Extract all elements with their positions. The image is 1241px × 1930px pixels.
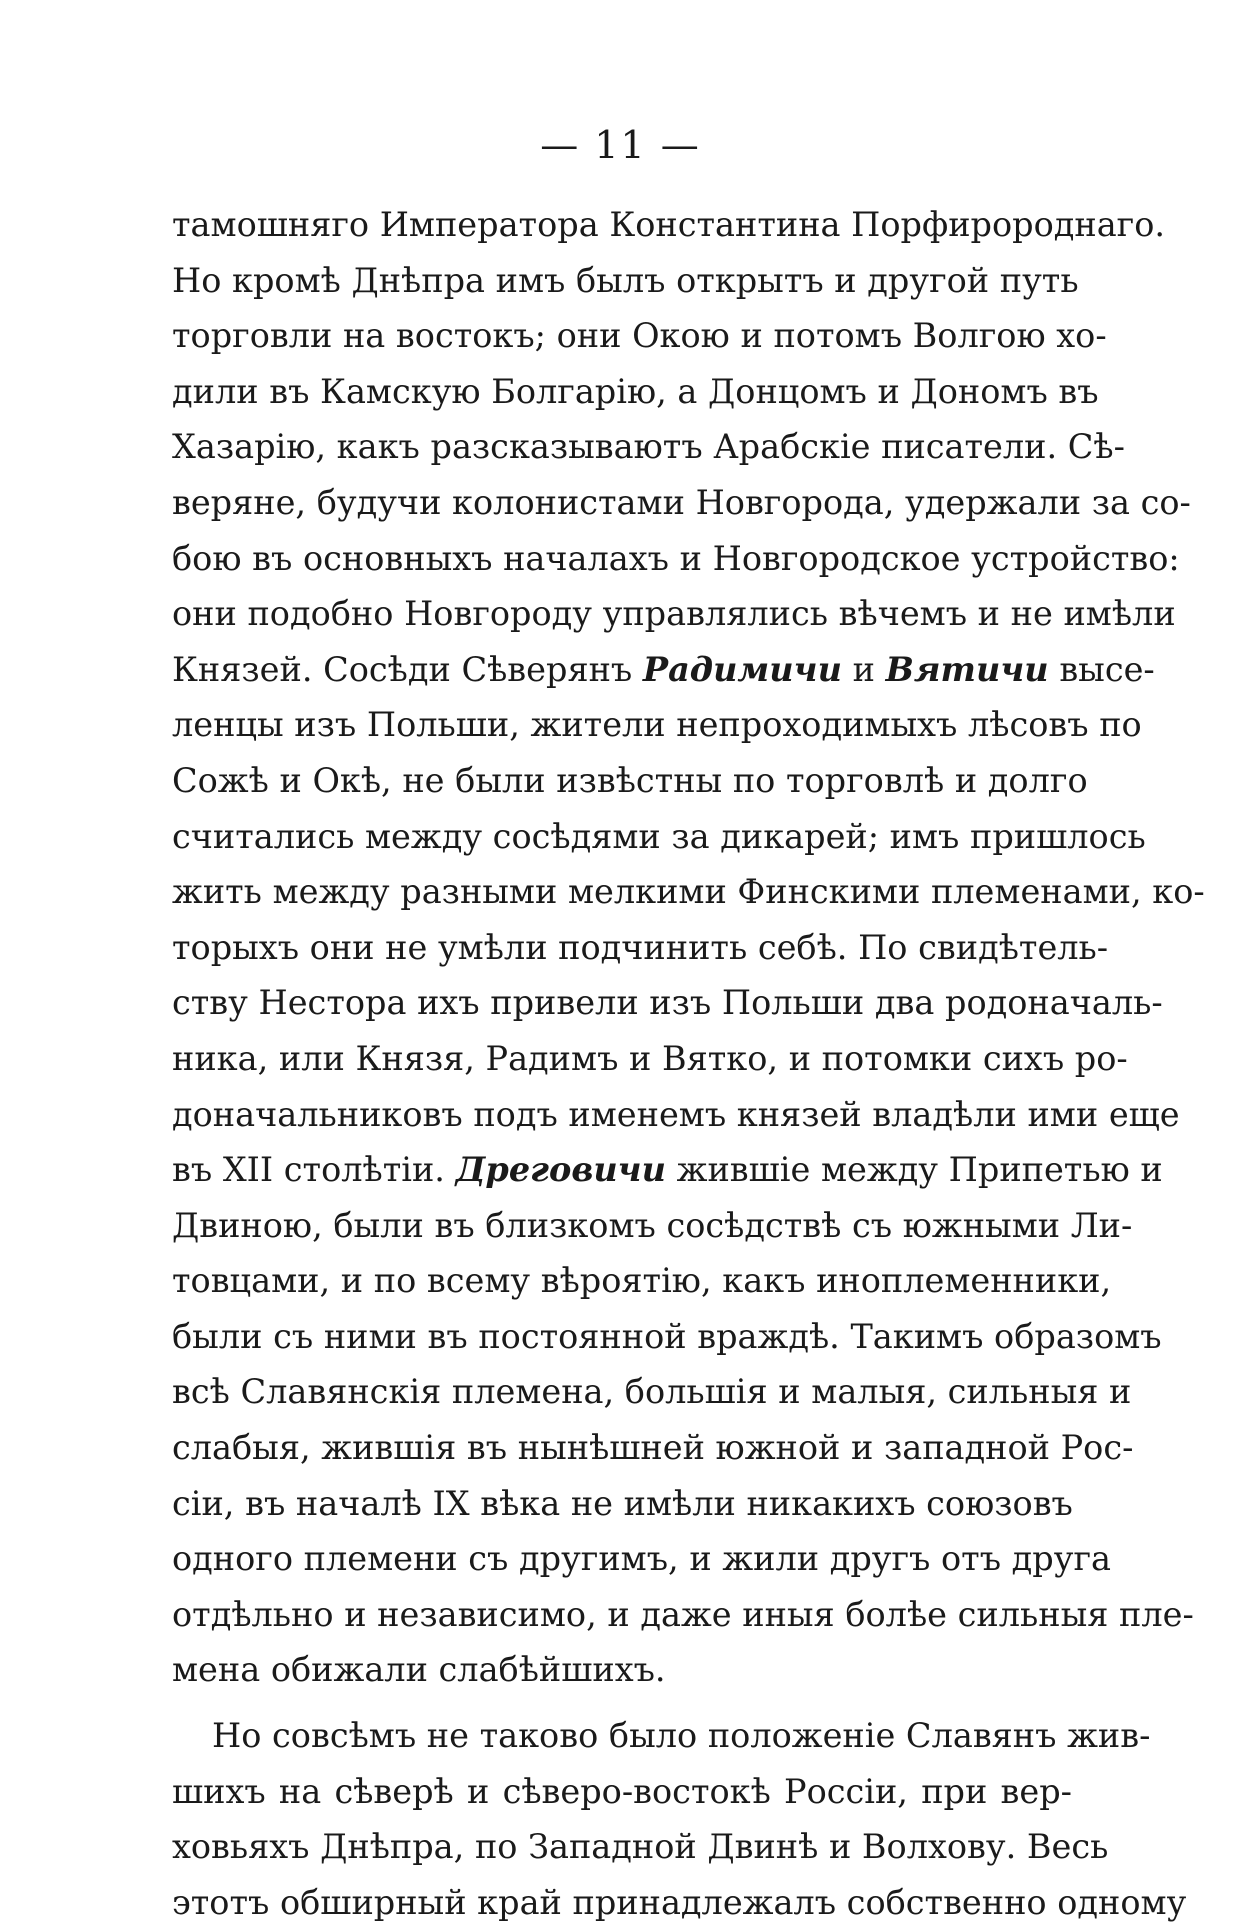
page-number: — 11 — bbox=[540, 123, 701, 167]
text-line: слабыя, жившія въ нынѣшней южной и западной Рос- bbox=[172, 1428, 1134, 1468]
text-line: ника, или Князя, Радимъ и Вятко, и потомки сихъ ро- bbox=[172, 1038, 1128, 1078]
text-line: они подобно Новгороду управлялись вѣчемъ и не имѣли bbox=[172, 594, 1176, 634]
text-fragment: и bbox=[841, 649, 886, 689]
text-line: были съ ними въ постоянной враждѣ. Такимъ образомъ bbox=[172, 1316, 1162, 1356]
tribe-name-radimichi: Радимичи bbox=[642, 649, 842, 689]
tribe-name-vyatichi: Вятичи bbox=[885, 649, 1049, 689]
tribe-name-dregovichi: Дреговичи bbox=[455, 1150, 666, 1190]
text-line: Но совсѣмъ не таково было положеніе Славянъ жив- bbox=[212, 1716, 1151, 1756]
text-line: доначальниковъ подъ именемъ князей владѣли ими еще bbox=[172, 1094, 1180, 1134]
text-line: ленцы изъ Польши, жители непроходимыхъ лѣсовъ по bbox=[172, 705, 1142, 745]
text-line: тамошняго Императора Константина Порфиророднаго. bbox=[172, 205, 1166, 244]
text-line: торыхъ они не умѣли подчинить себѣ. По свидѣтель- bbox=[172, 927, 1109, 967]
text-line: жить между разными мелкими Финскими племенами, ко- bbox=[172, 872, 1205, 912]
text-line: сіи, въ началѣ IX вѣка не имѣли никакихъ союзовъ bbox=[172, 1483, 1073, 1523]
text-line: отдѣльно и независимо, и даже иныя болѣе сильныя пле- bbox=[172, 1594, 1194, 1634]
text-line: ству Нестора ихъ привели изъ Польши два родоначаль- bbox=[172, 983, 1163, 1023]
text-line: Двиною, были въ близкомъ сосѣдствѣ съ южными Ли- bbox=[172, 1205, 1133, 1245]
text-line: ховьяхъ Днѣпра, по Западной Двинѣ и Волхову. Весь bbox=[172, 1827, 1109, 1867]
text-fragment: жившіе между Припетью и bbox=[665, 1150, 1163, 1190]
text-line: всѣ Славянскія племена, большія и малыя, сильныя и bbox=[172, 1372, 1132, 1412]
text-line: веряне, будучи колонистами Новгорода, удержали за со- bbox=[172, 482, 1191, 522]
text-line: Сожѣ и Окѣ, не были извѣстны по торговлѣ и долго bbox=[172, 760, 1088, 800]
text-line: товцами, и по всему вѣроятію, какъ иноплеменники, bbox=[172, 1261, 1112, 1301]
paragraph-gap bbox=[172, 1698, 1072, 1708]
text-line: одного племени съ другимъ, и жили другъ отъ друга bbox=[172, 1539, 1111, 1579]
text-line bbox=[172, 642, 1155, 698]
text-line: считались между сосѣдями за дикарей; имъ пришлось bbox=[172, 816, 1146, 856]
text-fragment: Князей. Сосѣди Сѣверянъ bbox=[172, 649, 643, 689]
text-line: шихъ на сѣверѣ и сѣверо-востокѣ Россіи, при вер- bbox=[172, 1771, 1072, 1811]
text-line: бою въ основныхъ началахъ и Новгородское устройство: bbox=[172, 538, 1180, 578]
text-line: этотъ обширный край принадлежалъ собственно одному bbox=[172, 1882, 1187, 1922]
text-fragment: въ XII столѣтіи. bbox=[172, 1150, 456, 1190]
text-fragment: высе- bbox=[1048, 649, 1155, 689]
text-line: Но кромѣ Днѣпра имъ былъ открытъ и другой путь bbox=[172, 260, 1079, 300]
text-line: Хазарію, какъ разсказываютъ Арабскіе писатели. Сѣ- bbox=[172, 427, 1125, 467]
body-text bbox=[172, 197, 1205, 1930]
text-line bbox=[172, 1142, 1163, 1198]
text-line: торговли на востокъ; они Окою и потомъ Волгою хо- bbox=[172, 316, 1107, 356]
text-line: мена обижали слабѣйшихъ. bbox=[172, 1650, 666, 1690]
text-line: дили въ Камскую Болгарію, а Донцомъ и Дономъ въ bbox=[172, 371, 1099, 411]
